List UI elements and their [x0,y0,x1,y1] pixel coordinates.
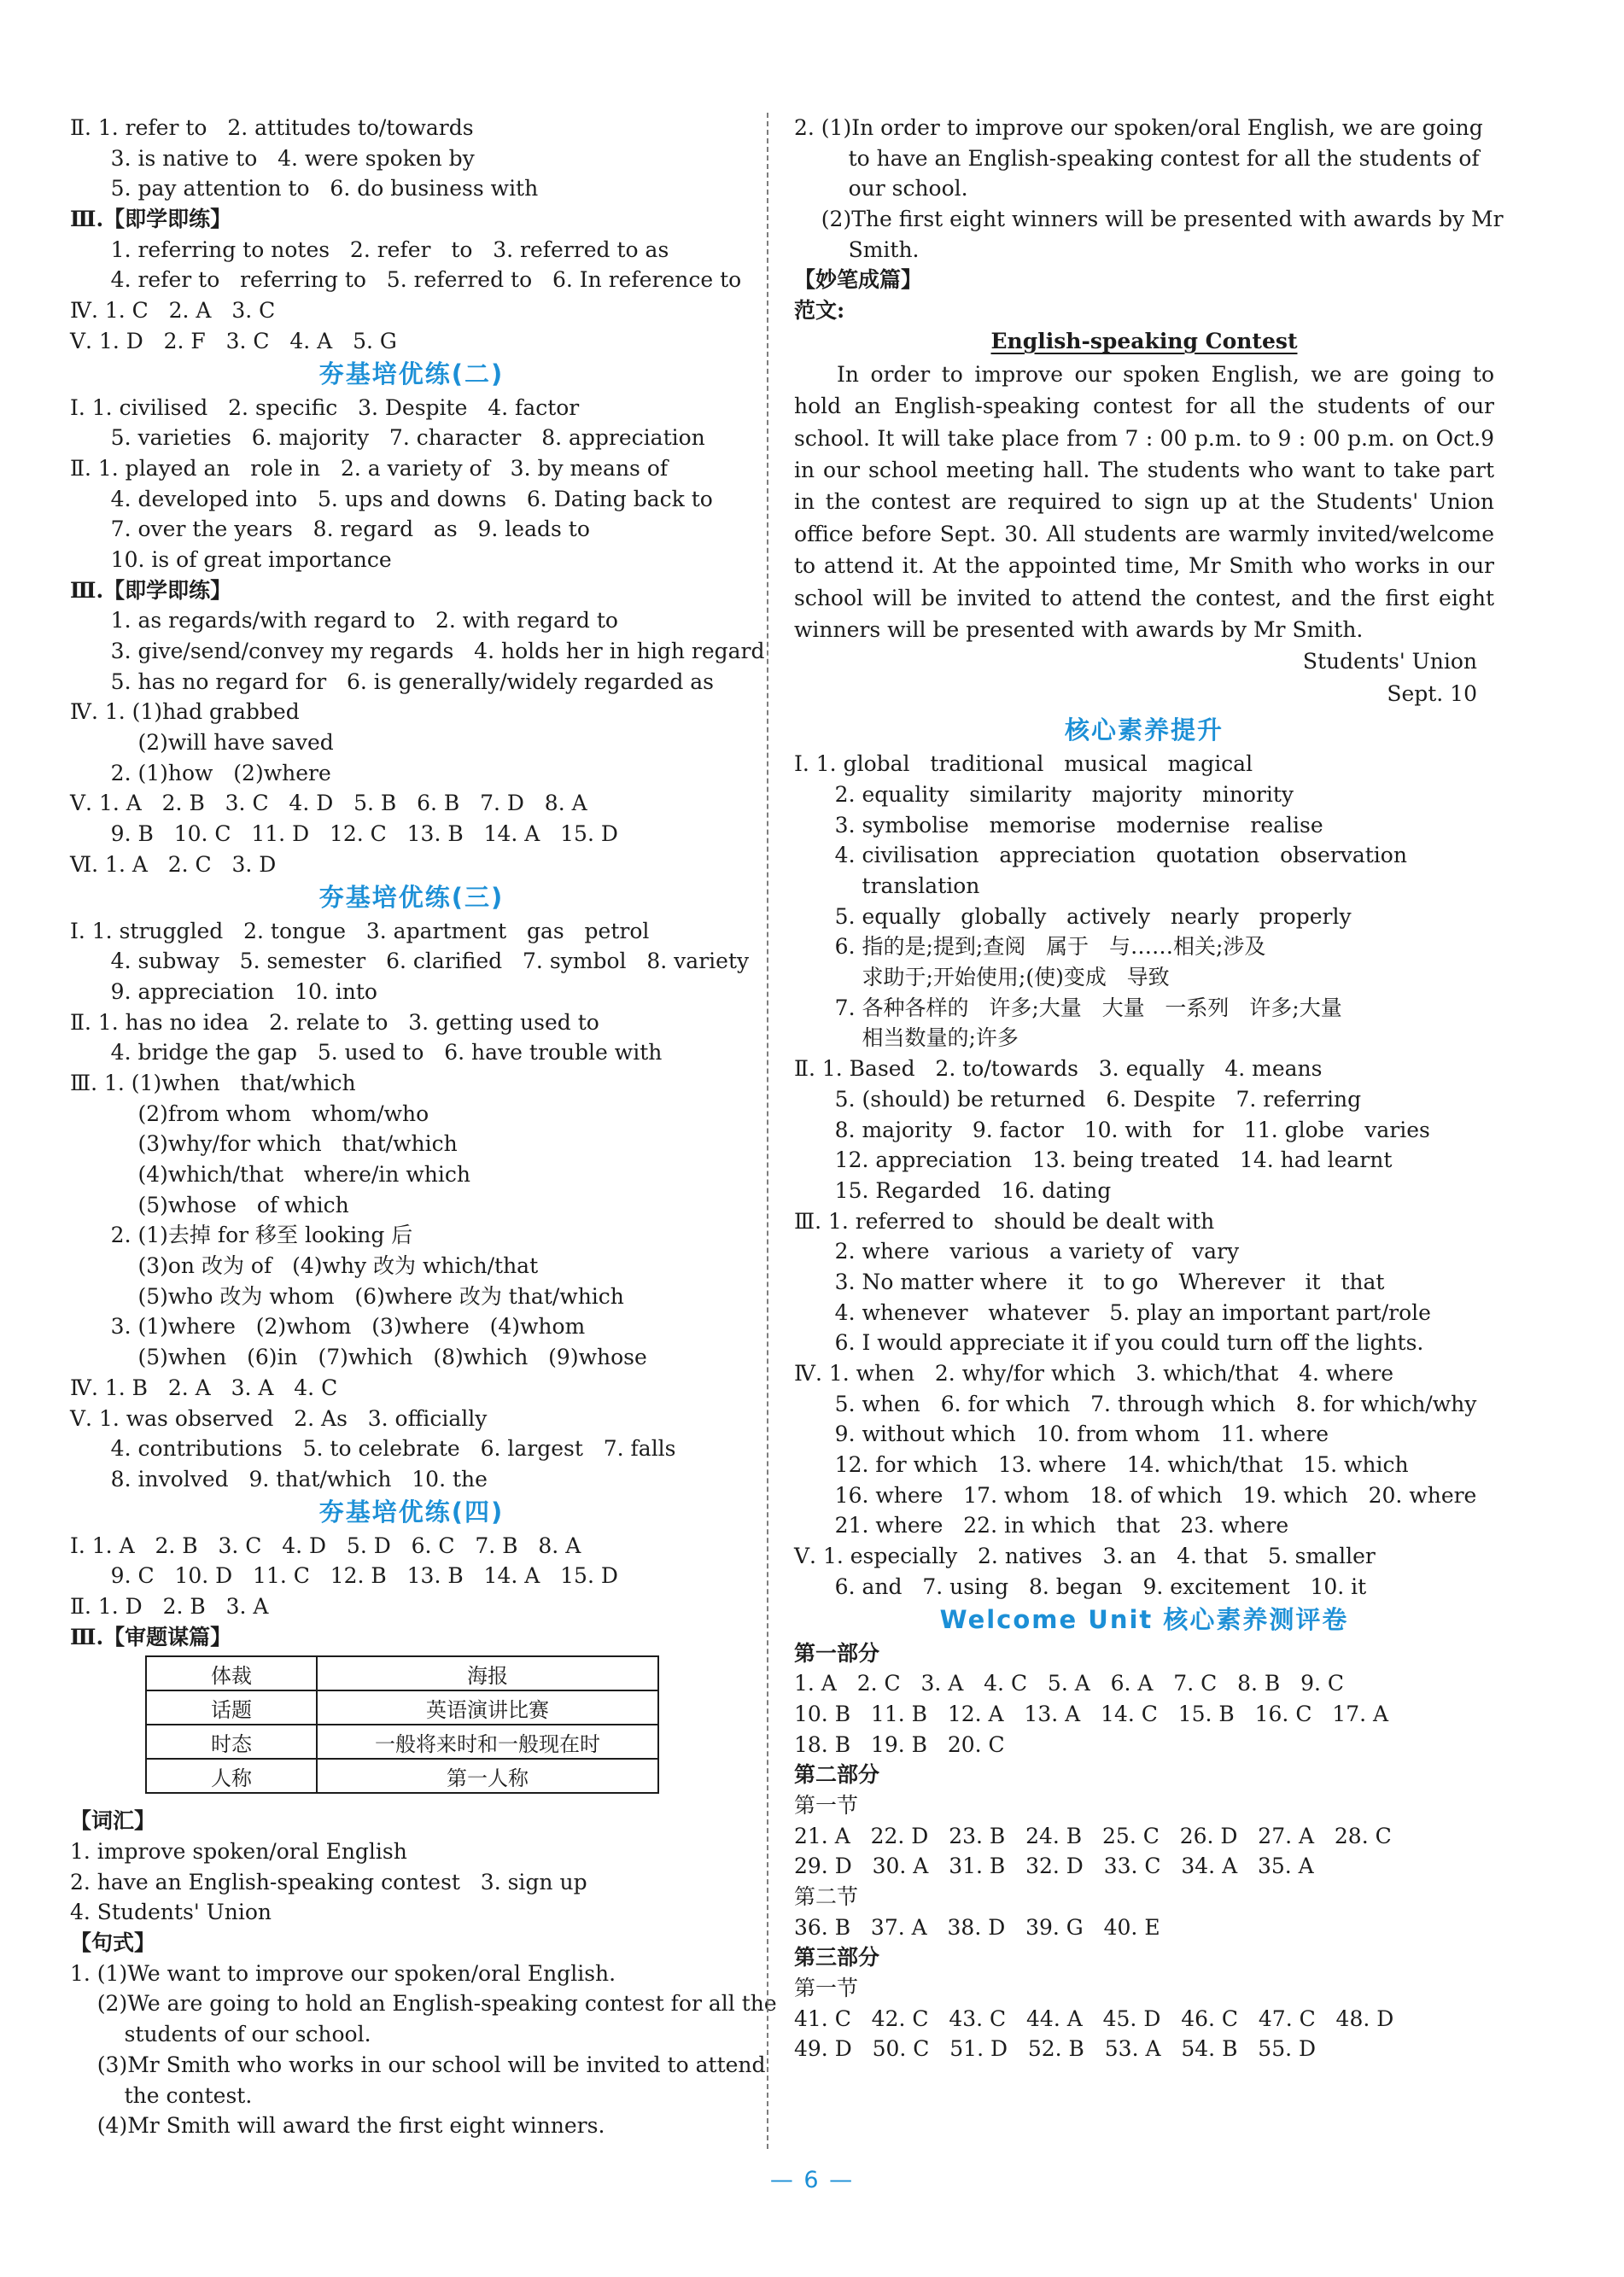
answer-line: 10. is of great importance [70,546,392,572]
answer-line: Ⅱ. 1. D 2. B 3. A [70,1593,269,1619]
answer-line: 21. where 22. in which that 23. where [794,1513,1289,1538]
answer-line: 5. varieties 6. majority 7. character 8. appreciation [70,425,705,451]
answer-line: Ⅱ. 1. Based 2. to/towards 3. equally 4. means [794,1056,1323,1082]
column-divider [767,113,768,2149]
answer-line: 3. (1)where (2)whom (3)where (4)whom [70,1314,586,1340]
answer-line: 5. (should) be returned 6. Despite 7. referring [794,1086,1362,1112]
answer-line: 41. C 42. C 43. C 44. A 45. D 46. C 47. C 48. D [794,2006,1394,2031]
answer-line: (4)which/that where/in which [70,1162,470,1187]
answer-line: Ⅵ. 1. A 2. C 3. D [70,851,277,877]
answer-line: 4. developed into 5. ups and downs 6. Dating back to [70,486,713,511]
answer-block [794,1668,1494,1760]
answer-line: 9. B 10. C 11. D 12. C 13. B 14. A 15. D [70,821,618,847]
essay-date: Sept. 10 [1387,680,1477,706]
exercise-block [70,393,753,575]
subsection-label: 第一节 [794,1976,859,2001]
essay-title: English-speaking Contest [990,328,1298,353]
answer-line: to have an English-speaking contest for all the students of [794,145,1480,171]
answer-line: 3. is native to 4. were spoken by [70,145,475,171]
answer-line: 12. for which 13. where 14. which/that 15. which [794,1452,1409,1478]
essay-body: In order to improve our spoken English, we are going to hold an English-speaking contest for all the students of our school. It will take place from 7 : 00 p.m. to 9 : 00 p.m. on Oct.9 in our school meeting hall. The students who want to take part in the contest are required to sign up at the Students' Union office before Sept. 30. All students are warmly invited/welcome to attend it. At the appointed time, Mr Smith who works in our school will be invited to attend the contest, and the first eight winners will be presented with awards by Mr Smith. [794,361,1494,643]
answer-line: 3. symbolise memorise modernise realise [794,812,1323,838]
answer-line: Ⅱ. 1. has no idea 2. relate to 3. getting used to [70,1009,599,1035]
answer-line: 2. (1)去掉 for 移至 looking 后 [70,1223,413,1248]
answer-line: 2. have an English-speaking contest 3. sign up [70,1869,587,1895]
answer-line: 5. pay attention to 6. do business with [70,176,539,201]
exercise-block [70,916,753,1495]
answer-block [794,1821,1494,1882]
table-cell-key: 体裁 [146,1656,317,1690]
writing-plan-table [145,1655,659,1794]
answer-line: (3)on 改为 of (4)why 改为 which/that [70,1253,539,1279]
answer-line: 4. refer to referring to 5. referred to 6. In reference to [70,267,742,293]
answer-line: Ⅱ. 1. played an role in 2. a variety of 3. by means of [70,455,669,481]
answer-line: Ⅴ. 1. A 2. B 3. C 4. D 5. B 6. B 7. D 8. A [70,791,587,816]
section-label: Ⅲ.【即学即练】 [70,207,232,232]
answer-line: 1. (1)We want to improve our spoken/oral English. [70,1960,616,1986]
answer-line: (3)Mr Smith who works in our school will be invited to attend [70,2052,766,2077]
answer-line: Ⅳ. 1. B 2. A 3. A 4. C [70,1375,338,1400]
table-cell-key: 时态 [146,1725,317,1759]
table-row [146,1690,658,1725]
answer-line: 9. appreciation 10. into [70,978,377,1004]
answer-line: 2. (1)how (2)where [70,760,331,785]
answer-line: 5. when 6. for which 7. through which 8. for which/why [794,1391,1477,1416]
answer-line: 7. over the years 8. regard as 9. leads to [70,517,590,542]
section-label: 【词汇】 [70,1808,156,1834]
answer-line: 1. as regards/with regard to 2. with regard to [70,608,618,633]
answer-line: Ⅰ. 1. struggled 2. tongue 3. apartment gas petrol [70,918,650,943]
answer-line: 9. C 10. D 11. C 12. B 13. B 14. A 15. D [70,1563,618,1589]
left-column [70,113,777,2141]
answer-line: our school. [794,176,968,201]
table-row [146,1656,658,1690]
answer-line: 36. B 37. A 38. D 39. G 40. E [794,1914,1160,1940]
answer-line: Smith. [794,236,920,262]
answer-line: 2. equality similarity majority minority [794,781,1294,807]
answer-line: 1. referring to notes 2. refer to 3. referred to as [70,236,669,262]
answer-line: 3. No matter where it to go Wherever it that [794,1269,1385,1294]
answer-line: 5. equally globally actively nearly properly [794,903,1352,929]
answer-line: 12. appreciation 13. being treated 14. had learnt [794,1147,1393,1173]
answer-line: 2. (1)In order to improve our spoken/oral English, we are going [794,115,1483,140]
table-cell-value: 第一人称 [317,1759,658,1793]
answer-block [794,2004,1494,2064]
answer-block [794,1912,1494,1943]
table-cell-value: 英语演讲比赛 [317,1690,658,1725]
answer-line: 4. subway 5. semester 6. clarified 7. symbol 8. variety [70,949,750,974]
answer-line: 1. improve spoken/oral English [70,1839,407,1864]
page-number: — 6 — [769,2167,855,2193]
answer-line: 2. where various a variety of vary [794,1239,1240,1264]
answer-line: (4)Mr Smith will award the first eight winners. [70,2113,605,2139]
answer-line: 8. involved 9. that/which 10. the [70,1466,488,1492]
essay-signature: Students' Union [1302,649,1477,674]
sentence-list [70,1959,777,2141]
part-label: 第一部分 [794,1640,880,1666]
answer-line: Ⅰ. 1. A 2. B 3. C 4. D 5. D 6. C 7. B 8. A [70,1533,581,1558]
exercise-block [70,1531,753,1622]
answer-line: Ⅳ. 1. (1)had grabbed [70,699,300,725]
answer-line: Ⅰ. 1. civilised 2. specific 3. Despite 4. factor [70,394,580,420]
part-label: 第三部分 [794,1945,880,1970]
answer-line: 9. without which 10. from whom 11. where [794,1422,1329,1447]
answer-line: 4. bridge the gap 5. used to 6. have trouble with [70,1040,663,1066]
answer-line: (5)whose of which [70,1192,349,1217]
answer-line: Ⅲ. 1. (1)when that/which [70,1070,356,1095]
answer-line: 6. 指的是;提到;查阅 属于 与……相关;涉及 [794,934,1266,960]
answer-line: 18. B 19. B 20. C [794,1731,1005,1757]
section-label: 范文: [794,298,845,324]
answer-line: (2)from whom whom/who [70,1101,429,1126]
answer-line: translation [794,873,980,899]
answer-line: Ⅰ. 1. global traditional musical magical [794,751,1253,777]
answer-line: 6. and 7. using 8. began 9. excitement 10. it [794,1573,1367,1599]
section-label: Ⅲ.【即学即练】 [70,577,232,603]
answer-line: the contest. [70,2082,253,2108]
section-label: 【句式】 [70,1930,156,1956]
answer-line: 求助于;开始使用;(使)变成 导致 [794,965,1170,990]
section-heading: 核心素养提升 [1064,715,1224,745]
table-cell-value: 一般将来时和一般现在时 [317,1725,658,1759]
answer-line: 5. has no regard for 6. is generally/widely regarded as [70,669,715,694]
exercise-block [794,749,1494,1602]
subsection-label: 第二节 [794,1884,859,1910]
table-row [146,1759,658,1793]
section-label: 【妙笔成篇】 [794,267,923,293]
answer-line: 3. give/send/convey my regards 4. holds her in high regard [70,639,765,663]
answer-line: Ⅴ. 1. was observed 2. As 3. officially [70,1405,488,1431]
answer-line: 4. contributions 5. to celebrate 6. largest 7. falls [70,1436,676,1462]
answer-line: 29. D 30. A 31. B 32. D 33. C 34. A 35. A [794,1854,1314,1879]
answer-line: (3)why/for which that/which [70,1131,458,1157]
answer-line: 4. whenever whatever 5. play an important part/role [794,1299,1431,1325]
section-heading: 夯基培优练(三) [318,882,505,912]
table-cell-key: 人称 [146,1759,317,1793]
right-column [794,113,1504,2064]
answer-line: students of our school. [70,2022,371,2047]
answer-line: Ⅳ. 1. C 2. A 3. C [70,298,276,324]
answer-line: 相当数量的;许多 [794,1025,1019,1051]
answer-line: (2)will have saved [70,730,334,756]
answer-line: Ⅴ. 1. D 2. F 3. C 4. A 5. G [70,328,397,353]
exercise-block [70,113,753,204]
part-label: 第二部分 [794,1762,880,1788]
answer-line: Ⅳ. 1. when 2. why/for which 3. which/that 4. where [794,1361,1393,1387]
answer-line: 16. where 17. whom 18. of which 19. which 20. where [794,1482,1477,1508]
answer-line: Ⅲ. 1. referred to should be dealt with [794,1208,1215,1234]
answer-line: 4. civilisation appreciation quotation observation [794,843,1407,868]
exercise-block [794,113,1504,265]
section-heading: 夯基培优练(二) [318,359,505,388]
answer-line: (2)We are going to hold an English-speaking contest for all the [70,1991,777,2017]
answer-line: (2)The first eight winners will be presented with awards by Mr [794,207,1504,232]
table-cell-value: 海报 [317,1656,658,1690]
answer-line: 8. majority 9. factor 10. with for 11. globe varies [794,1117,1430,1142]
section-label: Ⅲ.【审题谋篇】 [70,1624,232,1649]
answer-line: 49. D 50. C 51. D 52. B 53. A 54. B 55. D [794,2036,1317,2062]
section-heading: 夯基培优练(四) [318,1497,505,1527]
exercise-block [70,605,765,879]
answer-line: 6. I would appreciate it if you could turn off the lights. [794,1330,1424,1356]
exercise-block [70,235,753,357]
answer-line: 15. Regarded 16. dating [794,1177,1112,1203]
answer-line: Ⅴ. 1. especially 2. natives 3. an 4. that 5. smaller [794,1544,1376,1569]
table-row [146,1725,658,1759]
answer-line: (5)who 改为 whom (6)where 改为 that/which [70,1283,624,1309]
answer-line: 1. A 2. C 3. A 4. C 5. A 6. A 7. C 8. B 9. C [794,1671,1345,1696]
answer-line: Ⅱ. 1. refer to 2. attitudes to/towards [70,115,474,140]
subsection-label: 第一节 [794,1792,859,1818]
answer-line: 10. B 11. B 12. A 13. A 14. C 15. B 16. C 17. A [794,1701,1389,1726]
vocab-list [70,1836,753,1928]
answer-line: (5)when (6)in (7)which (8)which (9)whose [70,1345,647,1370]
section-heading: Welcome Unit 核心素养测评卷 [939,1604,1349,1634]
answer-line: 21. A 22. D 23. B 24. B 25. C 26. D 27. A 28. C [794,1823,1392,1848]
answer-line: 4. Students' Union [70,1900,272,1925]
answer-line: 7. 各种各样的 许多;大量 大量 一系列 许多;大量 [794,995,1342,1020]
table-cell-key: 话题 [146,1690,317,1725]
